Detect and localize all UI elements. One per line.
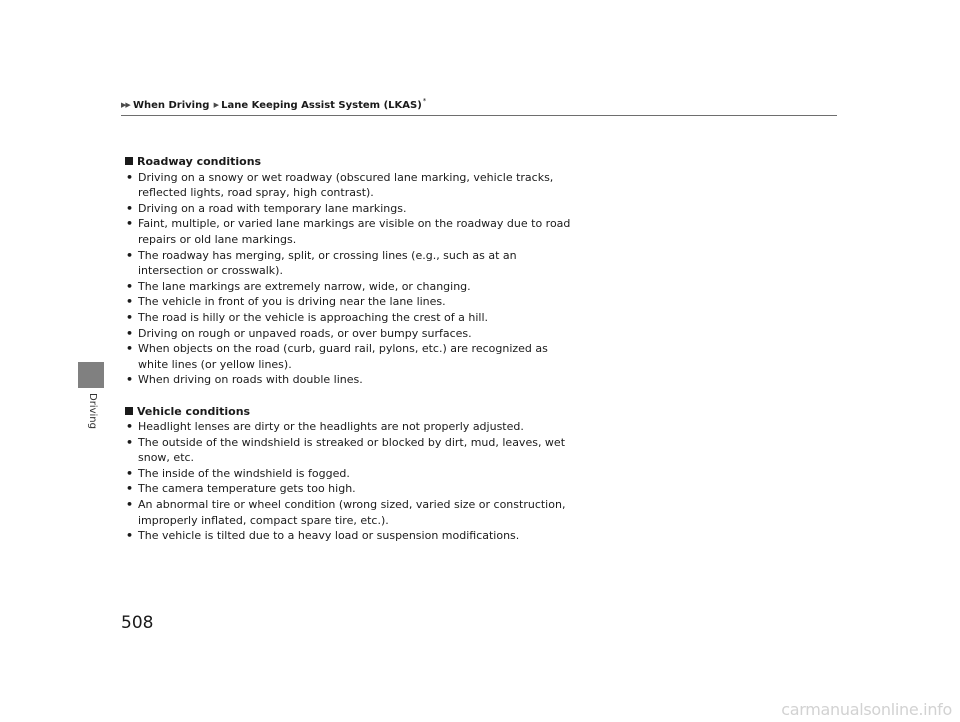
list-item: • The road is hilly or the vehicle is approaching the crest of a hill. [126,310,489,324]
bullet-icon: • [126,201,134,215]
bullet-icon: • [126,217,134,231]
bullet-icon: • [126,529,134,543]
bullet-icon: • [126,342,134,356]
chapter-tab[interactable] [78,362,104,388]
list-item: • Driving on a road with temporary lane markings. [126,201,407,215]
list-item: • The inside of the windshield is fogged. [126,466,350,480]
list-item: • The camera temperature gets too high. [126,482,356,496]
bullet-icon: • [126,279,134,293]
bullet-icon: • [126,466,134,480]
page-number: 508 [121,613,154,633]
bullet-icon: • [126,373,134,387]
list-item: • The outside of the windshield is streaked or blocked by dirt, mud, leaves, wet snow, etc. [126,435,566,465]
list-item: • Faint, multiple, or varied lane markings are visible on the roadway due to road repairs or old lane markings. [126,217,571,246]
header-divider [121,115,837,116]
list-item: • Headlight lenses are dirty or the headlights are not properly adjusted. [126,420,524,434]
bullet-icon: • [126,482,134,496]
bullet-icon: • [126,310,134,324]
list-item: • When driving on roads with double lines. [126,373,363,387]
roadway-conditions-list [125,170,575,388]
bullet-icon: • [126,295,134,309]
arrow-right-icon: ▶▶ [121,101,130,109]
list-item: • Driving on a snowy or wet roadway (obscured lane marking, vehicle tracks, reflected lights, road spray, high contrast). [126,170,554,200]
section-spacer [125,388,575,404]
square-bullet-icon [125,407,133,415]
chapter-label: Driving [87,393,98,429]
asterisk-note: * [422,97,427,105]
vehicle-conditions-list [125,419,575,544]
list-item: • When objects on the road (curb, guard rail, pylons, etc.) are recognized as white lines (or yellow lines). [126,342,548,371]
bullet-icon: • [126,326,134,340]
breadcrumb [121,94,426,113]
list-item: • The vehicle in front of you is driving near the lane lines. [126,295,446,309]
arrow-right-icon: ▶ [213,101,218,109]
list-item: • The vehicle is tilted due to a heavy load or suspension modifications. [126,529,520,543]
bullet-icon: • [126,248,134,262]
main-content [125,154,575,544]
breadcrumb-item-when-driving[interactable]: When Driving [132,100,210,111]
watermark: carmanualsonline.info [781,700,952,719]
section-title-vehicle: Vehicle conditions [125,404,575,420]
bullet-icon: • [126,498,134,512]
list-item: • An abnormal tire or wheel condition (wrong sized, varied size or construction, improperly inflated, compact spare tire, etc.). [126,498,566,527]
breadcrumb-item-lkas[interactable]: Lane Keeping Assist System (LKAS) [221,100,422,111]
list-item: • Driving on rough or unpaved roads, or over bumpy surfaces. [126,326,472,340]
list-item: • The lane markings are extremely narrow, wide, or changing. [126,279,471,293]
section-title-roadway: Roadway conditions [125,154,575,170]
bullet-icon: • [126,435,134,449]
list-item: • The roadway has merging, split, or crossing lines (e.g., such as at an intersection or crosswalk). [126,248,517,278]
square-bullet-icon [125,157,133,165]
bullet-icon: • [126,420,134,434]
bullet-icon: • [126,170,134,184]
